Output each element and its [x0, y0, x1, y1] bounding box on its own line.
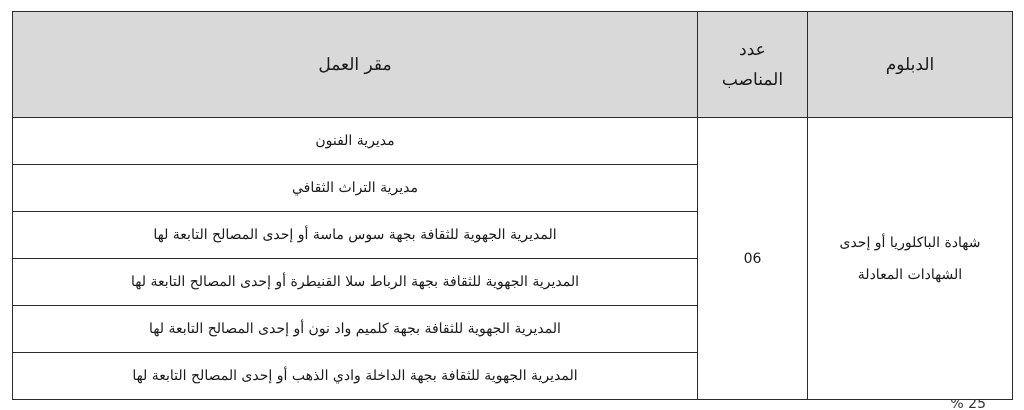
- workplace-cell: المديرية الجهوية للثقافة بجهة الداخلة وادي الذهب أو إحدى المصالح التابعة لها: [13, 353, 698, 400]
- footnote-partial-text: % 25: [950, 399, 986, 410]
- workplace-cell: مديرية الفنون: [13, 118, 698, 165]
- table-row: [13, 118, 1013, 165]
- positions-count-cell: 06: [698, 118, 808, 400]
- table-header-row: [13, 12, 1013, 118]
- diploma-line1: شهادة الباكلوريا أو إحدى: [839, 234, 981, 251]
- workplace-cell: المديرية الجهوية للثقافة بجهة الرباط سلا القنيطرة أو إحدى المصالح التابعة لها: [13, 259, 698, 306]
- header-workplace: مقر العمل: [13, 12, 698, 118]
- header-diploma: الدبلوم: [808, 12, 1013, 118]
- diploma-line2: الشهادات المعادلة: [857, 266, 963, 283]
- workplace-cell: المديرية الجهوية للثقافة بجهة كلميم واد نون أو إحدى المصالح التابعة لها: [13, 306, 698, 353]
- header-positions-count: [698, 12, 808, 118]
- workplace-cell: مديرية التراث الثقافي: [13, 165, 698, 212]
- workplace-cell: المديرية الجهوية للثقافة بجهة سوس ماسة أو إحدى المصالح التابعة لها: [13, 212, 698, 259]
- positions-table: [12, 11, 1013, 400]
- header-count-line2: المناصب: [721, 69, 784, 90]
- diploma-cell: [808, 118, 1013, 400]
- header-count-line1: عدد: [739, 39, 766, 60]
